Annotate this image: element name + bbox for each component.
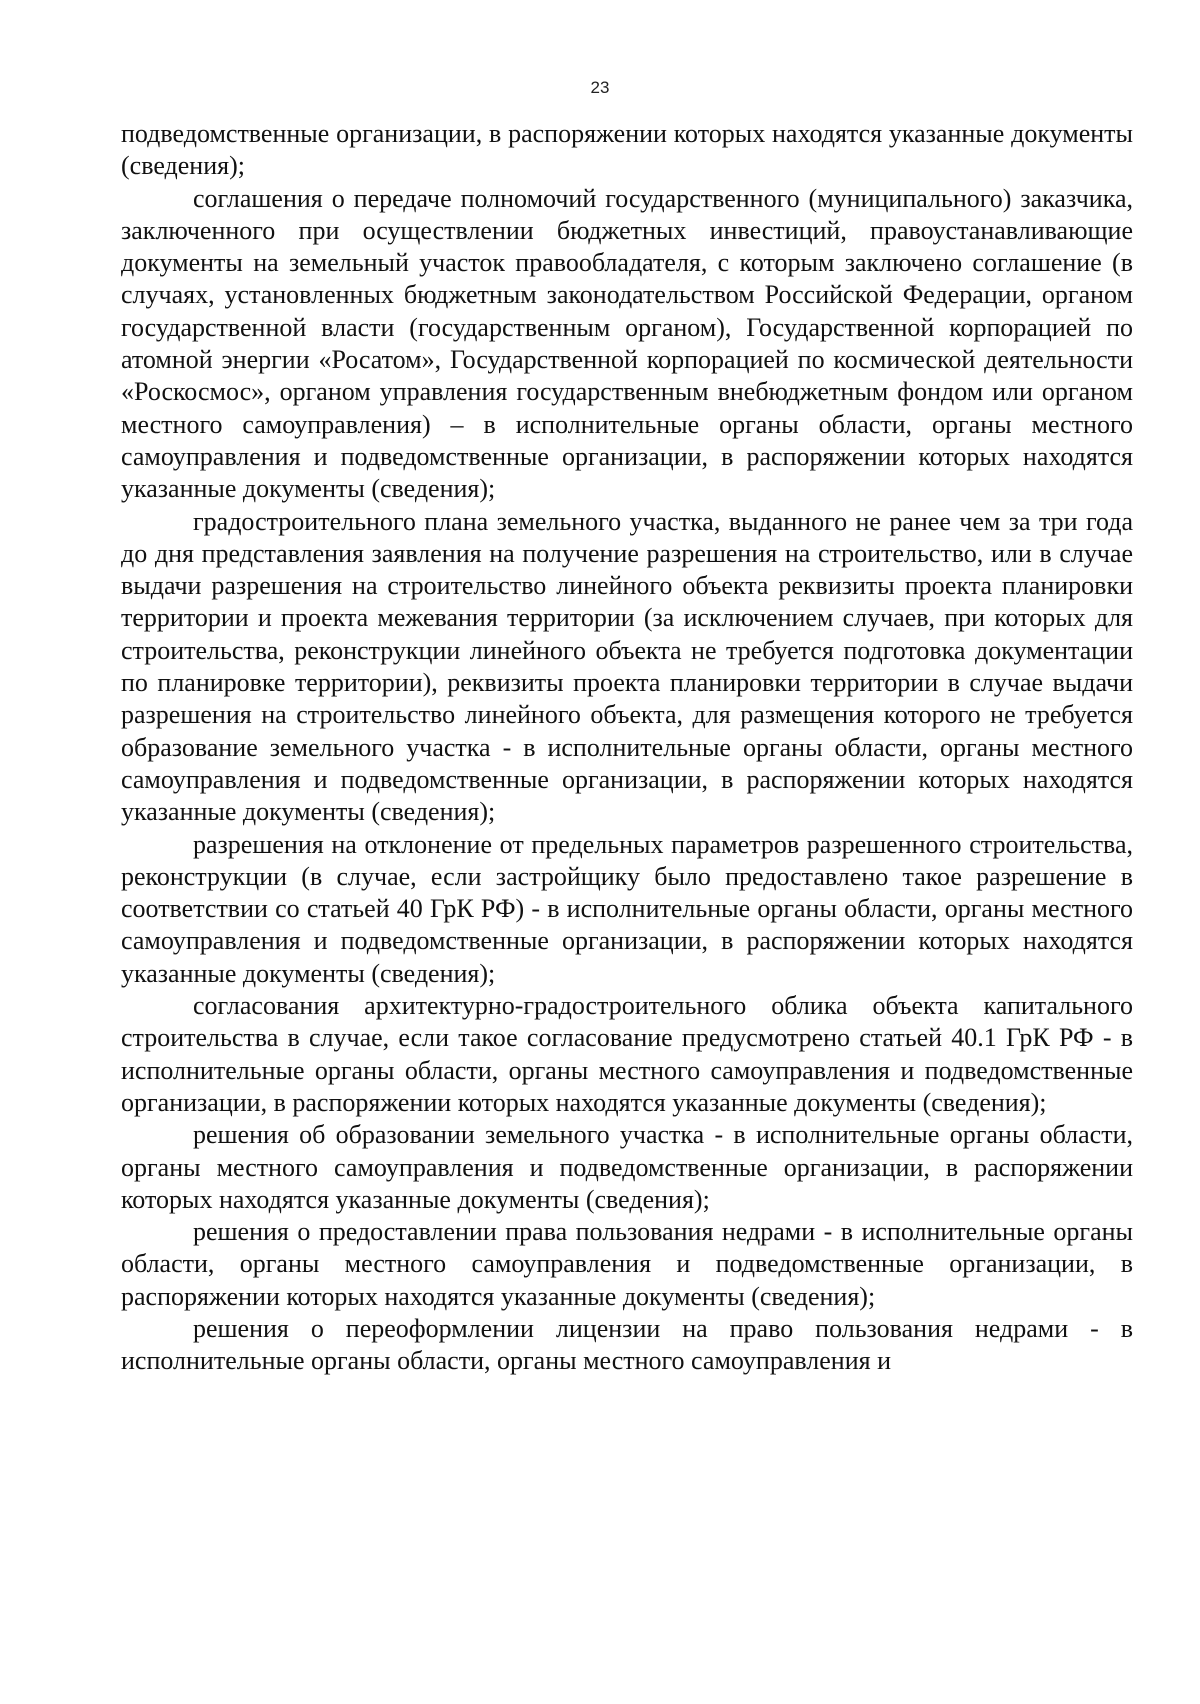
paragraph-agreements: соглашения о передаче полномочий государственного (муниципального) заказчика, заключенного при осуществлении бюджетных инвестиций, правоустанавливающие документы на земельный участок правообладателя, с которым заключено соглашение (в случаях, установленных бюджетным законодательством Российской Федерации, органом государственной власти (государственным органом), Государственной корпорацией по атомной энергии «Росатом», Государственной корпорацией по космической деятельности «Роскосмос», органом управления государственным внебюджетным фондом или органом местного самоуправления) – в исполнительные органы области, органы местного самоуправления и подведомственные организации, в распоряжении которых находятся указанные документы (сведения); bbox=[121, 183, 1133, 504]
document-body bbox=[121, 118, 1133, 1378]
paragraph-architectural-approval: согласования архитектурно-градостроительного облика объекта капитального строительства в случае, если такое согласование предусмотрено статьей 40.1 ГрК РФ - в исполнительные органы области, органы местного самоуправления и подведомственные организации, в распоряжении которых находятся указанные документы (сведения); bbox=[121, 991, 1133, 1117]
paragraph-license-reissue: решения о переоформлении лицензии на право пользования недрами - в исполнительные органы области, органы местного самоуправления и bbox=[121, 1313, 1133, 1376]
paragraph-urban-plan: градостроительного плана земельного участка, выданного не ранее чем за три года до дня представления заявления на получение разрешения на строительство, или в случае выдачи разрешения на строительство линейного объекта реквизиты проекта планировки территории и проекта межевания территории (за исключением случаев, при которых для строительства, реконструкции линейного объекта не требуется подготовка документации по планировке территории), реквизиты проекта планировки территории в случае выдачи разрешения на строительство линейного объекта, для размещения которого не требуется образование земельного участка - в исполнительные органы области, органы местного самоуправления и подведомственные организации, в распоряжении которых находятся указанные документы (сведения); bbox=[121, 506, 1133, 827]
paragraph-subsoil-use-right: решения о предоставлении права пользования недрами - в исполнительные органы области, органы местного самоуправления и подведомственные организации, в распоряжении которых находятся указанные документы (сведения); bbox=[121, 1217, 1133, 1311]
paragraph-continuation: подведомственные организации, в распоряжении которых находятся указанные документы (сведения); bbox=[121, 119, 1133, 181]
paragraph-deviation-permits: разрешения на отклонение от предельных параметров разрешенного строительства, реконструкции (в случае, если застройщику было предоставлено такое разрешение в соответствии со статьей 40 ГрК РФ) - в исполнительные органы области, органы местного самоуправления и подведомственные организации, в распоряжении которых находятся указанные документы (сведения); bbox=[121, 829, 1133, 988]
page-number: 23 bbox=[590, 78, 610, 97]
paragraph-land-plot-formation: решения об образовании земельного участка - в исполнительные органы области, органы местного самоуправления и подведомственные организации, в распоряжении которых находятся указанные документы (сведения); bbox=[121, 1120, 1133, 1214]
